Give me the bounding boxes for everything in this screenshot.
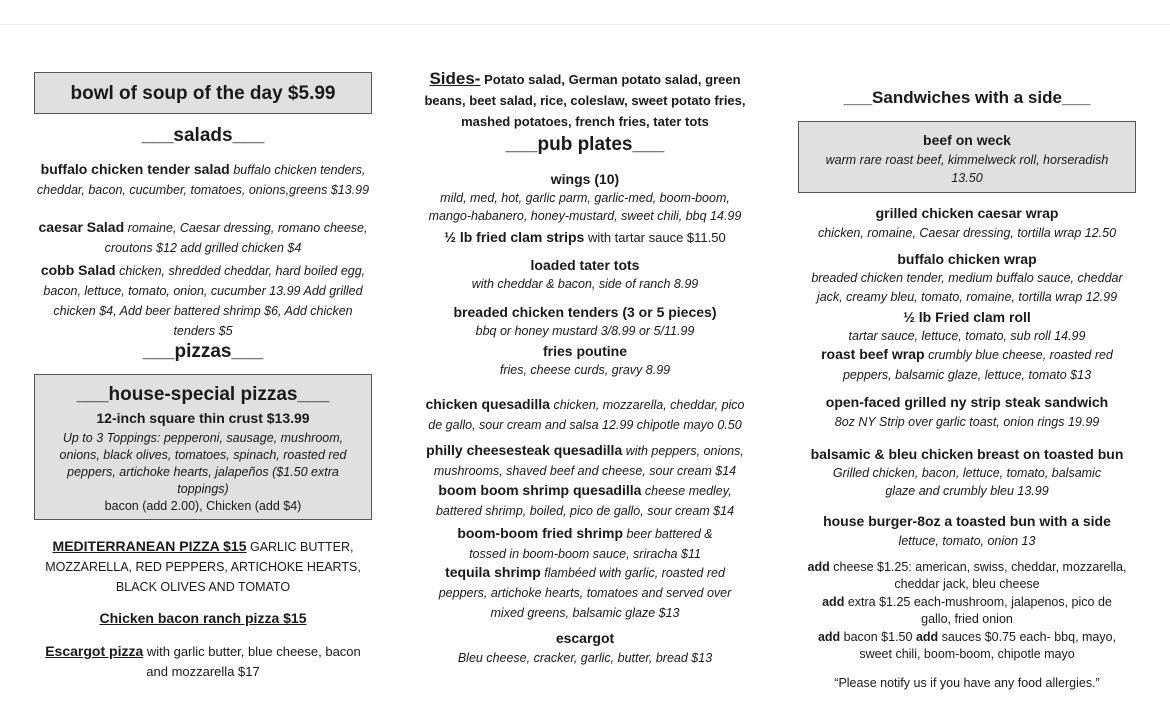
item-price: 13.50 bbox=[951, 171, 983, 185]
item-desc: with garlic butter, blue cheese, bacon and mozzarella $17 bbox=[143, 644, 361, 679]
item-buffalo-wrap bbox=[798, 249, 1136, 307]
toppings-list: Up to 3 Toppings: pepperoni, sausage, mushroom, onions, black olives, tomatoes, spinach, roasted red peppers, artichoke hearts, jalapeños ($1.50 extra toppings) bbox=[59, 431, 347, 496]
item-name: house burger-8oz a toasted bun with a side bbox=[823, 513, 1111, 529]
item-desc: buffalo chicken tenders, cheddar, bacon, cucumber, tomatoes, onions,greens $13.99 bbox=[36, 163, 370, 197]
item-philly-quesadilla bbox=[418, 441, 752, 481]
add-text: cheese $1.25: american, swiss, cheddar, mozzarella, cheddar jack, bleu cheese bbox=[829, 560, 1127, 591]
item-clam-strips bbox=[418, 228, 752, 247]
item-name: philly cheesesteak quesadilla bbox=[426, 442, 623, 458]
sides-label: Sides- bbox=[429, 69, 481, 88]
item-ny-strip bbox=[798, 392, 1136, 432]
pub-plates-heading: ___pub plates___ bbox=[505, 134, 665, 155]
item-name: ½ lb fried clam strips bbox=[444, 229, 585, 245]
item-roast-beef-wrap bbox=[798, 345, 1136, 385]
item-name: buffalo chicken wrap bbox=[897, 251, 1037, 267]
escargot-pizza bbox=[34, 641, 372, 682]
item-desc: Grilled chicken, bacon, lettuce, tomato, balsamic glaze and crumbly bleu 13.99 bbox=[832, 466, 1102, 498]
item-desc: with tartar sauce $11.50 bbox=[584, 230, 726, 245]
item-desc: bbq or honey mustard 3/8.99 or 5/11.99 bbox=[475, 324, 695, 338]
soup-box bbox=[34, 72, 372, 114]
house-special-heading: ___house-special pizzas___ bbox=[76, 384, 330, 405]
item-desc: Bleu cheese, cracker, garlic, butter, bread $13 bbox=[457, 651, 713, 665]
item-house-burger bbox=[798, 511, 1136, 551]
item-tater-tots bbox=[418, 255, 752, 293]
item-clam-roll bbox=[798, 307, 1136, 346]
top-divider bbox=[0, 24, 1170, 25]
item-name: MEDITERRANEAN PIZZA $15 bbox=[52, 538, 247, 554]
pizzas-heading: ___pizzas___ bbox=[142, 341, 264, 362]
item-tequila-shrimp bbox=[418, 563, 752, 623]
item-desc: 8oz NY Strip over garlic toast, onion rings 19.99 bbox=[834, 415, 1100, 429]
add-label-2: add bbox=[915, 630, 939, 644]
item-balsamic-chicken bbox=[798, 444, 1136, 500]
item-fries-poutine bbox=[418, 341, 752, 379]
sides-list bbox=[418, 68, 752, 132]
item-name: tequila shrimp bbox=[445, 564, 541, 580]
item-desc: mild, med, hot, garlic parm, garlic-med, boom-boom, mango-habanero, honey-mustard, sweet chili, bbq 14.99 bbox=[428, 191, 742, 223]
item-name: escargot bbox=[555, 630, 615, 646]
item-desc: with peppers, onions, mushrooms, shaved beef and cheese, sour cream $14 bbox=[433, 444, 744, 478]
salad-caesar bbox=[34, 218, 372, 258]
item-caesar-wrap bbox=[798, 203, 1136, 243]
item-name: ½ lb Fried clam roll bbox=[903, 309, 1031, 325]
add-text: bacon $1.50 bbox=[840, 630, 916, 644]
item-name: boom-boom fried shrimp bbox=[457, 525, 623, 541]
crust-price: 12-inch square thin crust $13.99 bbox=[96, 410, 310, 426]
item-wings bbox=[418, 170, 752, 225]
add-bacon-sauces bbox=[798, 629, 1136, 663]
item-name: buffalo chicken tender salad bbox=[40, 161, 230, 177]
salad-cobb bbox=[34, 261, 372, 341]
item-desc: fries, cheese curds, gravy 8.99 bbox=[499, 363, 671, 377]
item-desc: flambéed with garlic, roasted red peppers, artichoke hearts, tomatoes and served over mixed greens, balsamic glaze $13 bbox=[438, 566, 732, 620]
item-name: fries poutine bbox=[542, 343, 627, 359]
item-desc: warm rare roast beef, kimmelweck roll, horseradish bbox=[825, 153, 1109, 167]
item-name: wings (10) bbox=[550, 171, 620, 187]
sides-text: Potato salad, German potato salad, green beans, beet salad, rice, coleslaw, sweet potato fries, mashed potatoes, french fries, tater tots bbox=[424, 72, 746, 129]
item-desc: with cheddar & bacon, side of ranch 8.99 bbox=[471, 277, 699, 291]
item-name: cobb Salad bbox=[40, 262, 116, 278]
item-chicken-quesadilla bbox=[418, 395, 752, 435]
allergy-notice: “Please notify us if you have any food allergies.” bbox=[834, 676, 1100, 690]
add-cheese bbox=[798, 559, 1136, 593]
item-desc: lettuce, tomato, onion 13 bbox=[898, 534, 1036, 548]
item-desc: crumbly blue cheese, roasted red peppers, balsamic glaze, lettuce, tomato $13 bbox=[842, 348, 1113, 382]
salad-buffalo bbox=[34, 160, 372, 200]
item-desc: romaine, Caesar dressing, romano cheese, croutons $12 add grilled chicken $4 bbox=[104, 221, 368, 255]
item-desc: chicken, shredded cheddar, hard boiled egg, bacon, lettuce, tomato, onion, cucumber 13.99 Add grilled chicken $4, Add beer battered shrimp $6, Add chicken tenders $5 bbox=[43, 264, 366, 338]
add-label: add bbox=[822, 595, 845, 609]
sandwiches-heading: ___Sandwiches with a side___ bbox=[843, 88, 1091, 107]
item-desc: cheese medley, battered shrimp, boiled, pico de gallo, sour cream $14 bbox=[435, 484, 735, 518]
chicken-bacon-ranch-pizza: Chicken bacon ranch pizza $15 bbox=[99, 610, 307, 626]
item-desc: GARLIC BUTTER, MOZZARELLA, RED PEPPERS, ARTICHOKE HEARTS, BLACK OLIVES AND TOMATO bbox=[45, 540, 361, 594]
item-name: open-faced grilled ny strip steak sandwich bbox=[825, 394, 1109, 410]
item-name: roast beef wrap bbox=[821, 346, 925, 362]
item-name: breaded chicken tenders (3 or 5 pieces) bbox=[453, 304, 717, 320]
item-desc: breaded chicken tender, medium buffalo sauce, cheddar jack, creamy bleu, tomato, romaine, tortilla wrap 12.99 bbox=[811, 271, 1123, 304]
item-name: caesar Salad bbox=[38, 219, 125, 235]
item-name: Escargot pizza bbox=[45, 643, 144, 659]
item-name: grilled chicken caesar wrap bbox=[875, 205, 1059, 221]
item-desc: chicken, mozzarella, cheddar, pico de gallo, sour cream and salsa 12.99 chipotle mayo 0.50 bbox=[428, 398, 745, 432]
beef-on-weck-box bbox=[798, 121, 1136, 193]
item-desc: beer battered & tossed in boom-boom sauce, sriracha $11 bbox=[469, 527, 713, 561]
item-name: boom boom shrimp quesadilla bbox=[438, 482, 642, 498]
add-text: extra $1.25 each-mushroom, jalapenos, pico de gallo, fried onion bbox=[844, 595, 1112, 626]
soup-of-the-day: bowl of soup of the day $5.99 bbox=[70, 83, 336, 104]
item-boom-boom-quesadilla bbox=[418, 481, 752, 521]
item-name: balsamic & bleu chicken breast on toasted bun bbox=[810, 446, 1124, 462]
mediterranean-pizza bbox=[34, 536, 372, 597]
item-name: beef on weck bbox=[923, 132, 1011, 148]
add-label: add bbox=[817, 630, 841, 644]
item-chicken-tenders bbox=[418, 302, 752, 340]
topping-extras: bacon (add 2.00), Chicken (add $4) bbox=[104, 499, 302, 513]
add-extras bbox=[798, 594, 1136, 628]
item-boom-boom-fried-shrimp bbox=[418, 524, 752, 564]
item-desc: tartar sauce, lettuce, tomato, sub roll 14.99 bbox=[848, 329, 1086, 343]
item-desc: chicken, romaine, Caesar dressing, tortilla wrap 12.50 bbox=[817, 226, 1117, 240]
item-name: loaded tater tots bbox=[530, 257, 640, 273]
add-text-2: sauces $0.75 each- bbq, mayo, sweet chili, boom-boom, chipotle mayo bbox=[859, 630, 1117, 661]
add-label: add bbox=[807, 560, 830, 574]
house-special-box bbox=[34, 374, 372, 520]
salads-heading: ___salads___ bbox=[141, 125, 265, 146]
item-escargot bbox=[418, 628, 752, 668]
item-name: chicken quesadilla bbox=[425, 396, 550, 412]
